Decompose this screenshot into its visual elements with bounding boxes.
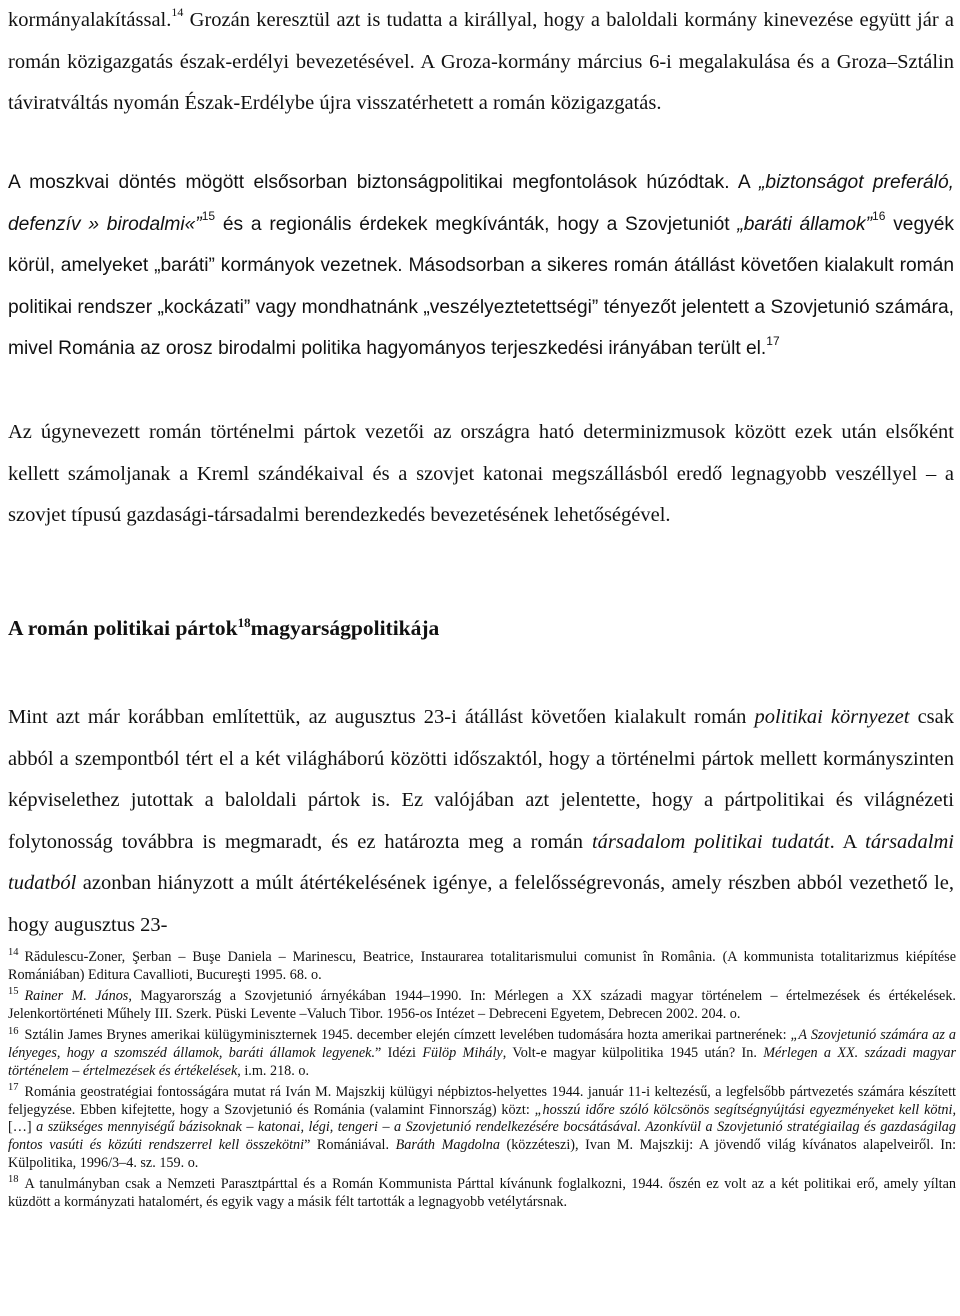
footnote-17-text-2: […] (8, 1119, 37, 1136)
footnote-17-number: 17 (8, 1082, 19, 1094)
section-heading (8, 616, 954, 641)
footnote-ref-16[interactable]: 16 (872, 209, 886, 224)
footnote-15-text: , Magyarország a Szovjetunió árnyékában 1944–1990. In: Mérlegen a XX századi magyar történelem – értelmezések és értékelések. Jelenkortörténeti Műhely III. Szerk. Püski Levente –Valuch Tibor. 1956-os Intézet – Debreceni Egyetem, Debrecen 2002. 204. o. (8, 988, 956, 1022)
footnote-14 (8, 949, 956, 984)
footnote-16-text-4: , i.m. 218. o. (237, 1062, 309, 1079)
footnote-16-text-3: , Volt-e magyar külpolitika 1945 után? In. (502, 1044, 764, 1061)
footnote-18-text: A tanulmányban csak a Nemzeti Parasztpárttal és a Román Kommunista Párttal kívánunk foglalkozni, 1944. őszén ez volt az a két politikai erő, amely yíltan küzdött a kormányzati hatalomért, és egyik vagy a másik félt tartották a legnagyobb vetélytársnak. (8, 1176, 956, 1210)
paragraph-2 (8, 162, 954, 370)
footnote-ref-15[interactable]: 15 (201, 209, 216, 224)
footnote-18-number: 18 (8, 1174, 19, 1186)
footnote-17-text-1: Románia geostratégiai fontosságára mutat rá Iván M. Majszkij külügyi népbiztos-helyettes 1944. január 11-i keltezésű, a legfelsőbb pártvezetés számára készített feljegyzése. Ebben kifejtette, hogy a Szovjetunió és Románia (valamint Finnország) közt: (8, 1084, 956, 1118)
footnote-16-number: 16 (8, 1025, 19, 1037)
paragraph-2-text-3: vegyék körül, amelyeket „baráti” kormányok vezetnek. Másodsorban a sikeres román átállást követően kialakult román politikai rendszer „kockázati” vagy mondhatnánk „veszélyeztetettségi” tényezőt jelentett a Szovjetunió számára, mivel Románia az orosz birodalmi politika hagyományos terjeszkedési irányában terült el. (8, 213, 954, 359)
footnote-17-quote-1: „hosszú időre szóló kölcsönös segítségnyújtási egyezményeket kell kötni, (534, 1101, 956, 1118)
paragraph-4 (8, 697, 954, 946)
footnote-ref-14[interactable]: 14 (171, 5, 184, 20)
paragraph-1-text-2: Grozán keresztül azt is tudatta a királlyal, hogy a baloldali kormány kinevezése együtt jár a román közigazgatás észak-erdélyi bevezetésével. A Groza-kormány március 6-i megalakulása és a Groza–Sztálin táviratváltás nyomán Észak-Erdélybe újra visszatérhetett a román közigazgatás. (8, 9, 954, 114)
section-heading-text-1: A román politikai pártok (8, 616, 238, 640)
footnote-14-number: 14 (8, 947, 19, 959)
footnote-17 (8, 1084, 956, 1172)
paragraph-2-quote-2: „baráti államok” (737, 213, 873, 235)
footnote-17-author: Baráth Magdolna (395, 1136, 500, 1153)
footnote-15-author: Rainer M. János (24, 988, 129, 1005)
paragraph-4-italic-2: társadalom politikai tudatát (591, 830, 830, 853)
footnote-16 (8, 1027, 956, 1080)
paragraph-4-text-4: azonban hiányzott a múlt átértékelésének igénye, a felelősségrevonás, amely részben abból vezethető le, hogy augusztus 23- (8, 872, 954, 936)
footnotes-section (8, 949, 956, 1215)
section-heading-text-2: magyarságpolitikája (250, 616, 440, 640)
paragraph-3: Az úgynevezett román történelmi pártok vezetői az országra ható determinizmusok között ezek után elsőként kellett számoljanak a Kreml szándékaival és a szovjet katonai megszállásból eredő legnagyobb veszéllyel – a szovjet típusú gazdasági-társadalmi berendezkedés bevezetésének lehetőségével. (8, 421, 954, 526)
paragraph-1-text: kormányalakítással. (8, 9, 172, 31)
footnote-18 (8, 1176, 956, 1211)
footnote-17-text-3: ” Romániával. (304, 1136, 396, 1153)
footnote-ref-18[interactable]: 18 (237, 614, 251, 630)
footnote-15 (8, 988, 956, 1023)
paragraph-4-text-2: csak abból a szempontból tért el a két világháború közötti időszaktól, hogy a történelmi pártok mellett kormányszinten képviselethez jutottak a baloldali pártok is. Ez valójában azt jelentette, hogy a pártpolitikai és világnézeti folytonosság továbbra is megmaradt, és ez határozta meg a román (8, 706, 954, 853)
footnote-16-text-2: ” Idézi (375, 1044, 423, 1061)
paragraph-4-text-3: . A (829, 830, 866, 853)
footnote-16-text-1: Sztálin James Brynes amerikai külügyminiszternek 1945. december elején címzett levelében tudomására hozta amerikai partnerének: (24, 1027, 791, 1044)
footnote-17-text-4: (közzéteszi), Ivan M. Majszkij: A jövendő világ kívánatos alapelveiről. In: Külpolitika, 1996/3–4. sz. 159. o. (8, 1136, 957, 1171)
paragraph-4-text-1: Mint azt már korábban említettük, az augusztus 23-i átállást követően kialakult román (8, 706, 755, 728)
paragraph-2-text-2: és a regionális érdekek megkívánták, hogy a Szovjetuniót (215, 213, 738, 235)
paragraph-2-quote-1: „biztonságot preferáló, defenzív » birodalmi«” (8, 172, 954, 235)
footnote-16-quote: „A Szovjetunió számára az a lényeges, hogy a szomszéd államok, baráti államok legyenek. (8, 1027, 956, 1061)
footnote-16-source: Mérlegen a XX. századi magyar történelem – értelmezések és értékelések (8, 1044, 957, 1079)
paragraph-4-italic-1: politikai környezet (754, 706, 910, 728)
paragraph-4-italic-3: társadalmi tudatból (8, 830, 954, 894)
footnote-15-number: 15 (8, 986, 19, 998)
footnote-14-text: Rădulescu-Zoner, Şerban – Buşe Daniela – Marinescu, Beatrice, Instaurarea totalitarismului comunist în România. (A kommunista totalitarizmus kiépítése Romániában) Editura Cavallioti, Bucureşti 1995. 68. o. (8, 949, 956, 983)
footnote-16-author: Fülöp Mihály (422, 1044, 503, 1061)
footnote-ref-17[interactable]: 17 (766, 333, 780, 348)
paragraph-2-text-1: A moszkvai döntés mögött elsősorban biztonságpolitikai megfontolások húzódtak. A (8, 172, 760, 193)
footnote-17-quote-2: a szükséges mennyiségű bázisoknak – katonai, légi, tengeri – a Szovjetunió rendelkezésére bocsátásával. Azonkívül a Szovjetunió stratégiailag és gazdaságilag fontos vasúti és közúti rendszerrel kell összekötni (8, 1119, 956, 1153)
paragraph-1 (8, 0, 954, 125)
